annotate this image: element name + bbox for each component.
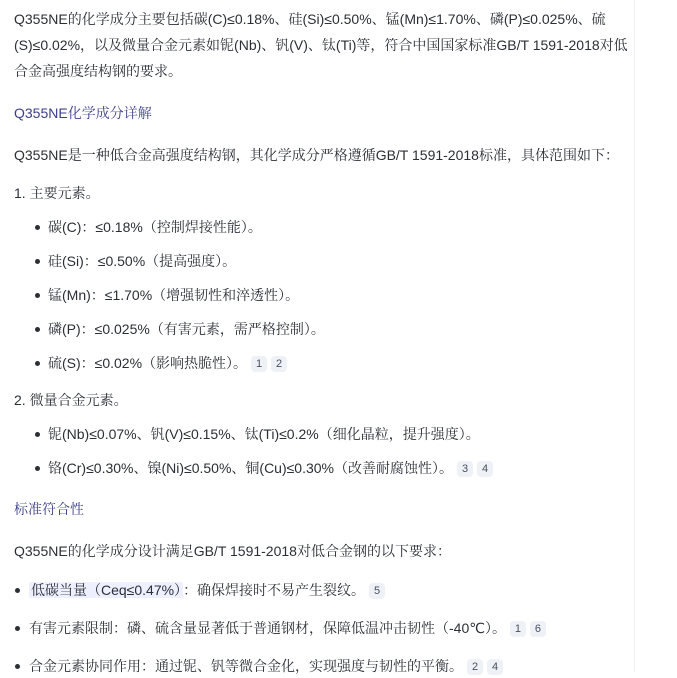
item-text: 碳(C)：≤0.18%（控制焊接性能）。 xyxy=(48,219,262,235)
compliance-list xyxy=(14,578,634,678)
micro-elements-list xyxy=(14,422,634,480)
list-item xyxy=(14,215,634,239)
citation-badge[interactable]: 3 xyxy=(457,461,473,477)
item-text: 硅(Si)：≤0.50%（提高强度）。 xyxy=(48,253,237,269)
compliance-paragraph: Q355NE的化学成分设计满足GB/T 1591-2018对低合金钢的以下要求： xyxy=(14,543,451,559)
item-label: 合金元素协同作用 xyxy=(29,658,141,674)
list-item xyxy=(14,456,634,480)
micro-elements-heading: 2. 微量合金元素。 xyxy=(14,392,128,408)
citation-badge[interactable]: 1 xyxy=(510,621,526,637)
citation-badge[interactable]: 2 xyxy=(271,356,287,372)
citation-badge[interactable]: 5 xyxy=(369,583,385,599)
citation-badge[interactable]: 2 xyxy=(467,659,483,675)
list-item xyxy=(14,283,634,307)
item-text: 铬(Cr)≤0.30%、镍(Ni)≤0.50%、铜(Cu)≤0.30%（改善耐腐蚀性）。 xyxy=(48,460,454,476)
list-item xyxy=(14,317,634,341)
item-text: 硫(S)：≤0.02%（影响热脆性）。 xyxy=(48,355,248,371)
panel-border xyxy=(634,0,635,672)
citation-badge[interactable]: 4 xyxy=(487,659,503,675)
item-text: 锰(Mn)：≤1.70%（增强韧性和淬透性）。 xyxy=(48,287,300,303)
item-text: ：通过铌、钒等微合金化，实现强度与韧性的平衡。 xyxy=(141,658,463,674)
section-heading-composition: Q355NE化学成分详解 xyxy=(14,105,152,121)
list-item xyxy=(14,422,634,446)
item-label: 低碳当量（Ceq≤0.47%） xyxy=(31,582,182,598)
item-text: 铌(Nb)≤0.07%、钒(V)≤0.15%、钛(Ti)≤0.2%（细化晶粒，提升强度）。 xyxy=(48,426,480,442)
citation-badge[interactable]: 6 xyxy=(530,621,546,637)
citation-badge[interactable]: 1 xyxy=(251,356,267,372)
item-text: ：确保焊接时不易产生裂纹。 xyxy=(183,582,366,598)
main-elements-list xyxy=(14,215,634,375)
section-heading-compliance: 标准符合性 xyxy=(14,501,84,517)
intro-paragraph: Q355NE的化学成分主要包括碳(C)≤0.18%、硅(Si)≤0.50%、锰(Mn)≤1.70%、磷(P)≤0.025%、硫(S)≤0.02%，以及微量合金元素如铌(Nb)、钒(V)、钛(Ti)等，符合中国国家标准GB/T 1591-2018对低合金高强度结构钢的要求。 xyxy=(14,11,628,79)
list-item xyxy=(14,578,634,602)
main-elements-heading: 1. 主要元素。 xyxy=(14,185,100,201)
list-item xyxy=(14,351,634,375)
item-text: 磷(P)：≤0.025%（有害元素，需严格控制）。 xyxy=(48,321,325,337)
item-label: 有害元素限制 xyxy=(29,620,113,636)
composition-paragraph: Q355NE是一种低合金高强度结构钢，其化学成分严格遵循GB/T 1591-2018标准，具体范围如下： xyxy=(14,147,619,163)
list-item xyxy=(14,249,634,273)
answer-content xyxy=(14,0,634,678)
item-text: ：磷、硫含量显著低于普通钢材，保障低温冲击韧性（-40℃）。 xyxy=(113,620,506,636)
citation-badge[interactable]: 4 xyxy=(477,461,493,477)
list-item xyxy=(14,654,634,678)
list-item xyxy=(14,616,634,640)
